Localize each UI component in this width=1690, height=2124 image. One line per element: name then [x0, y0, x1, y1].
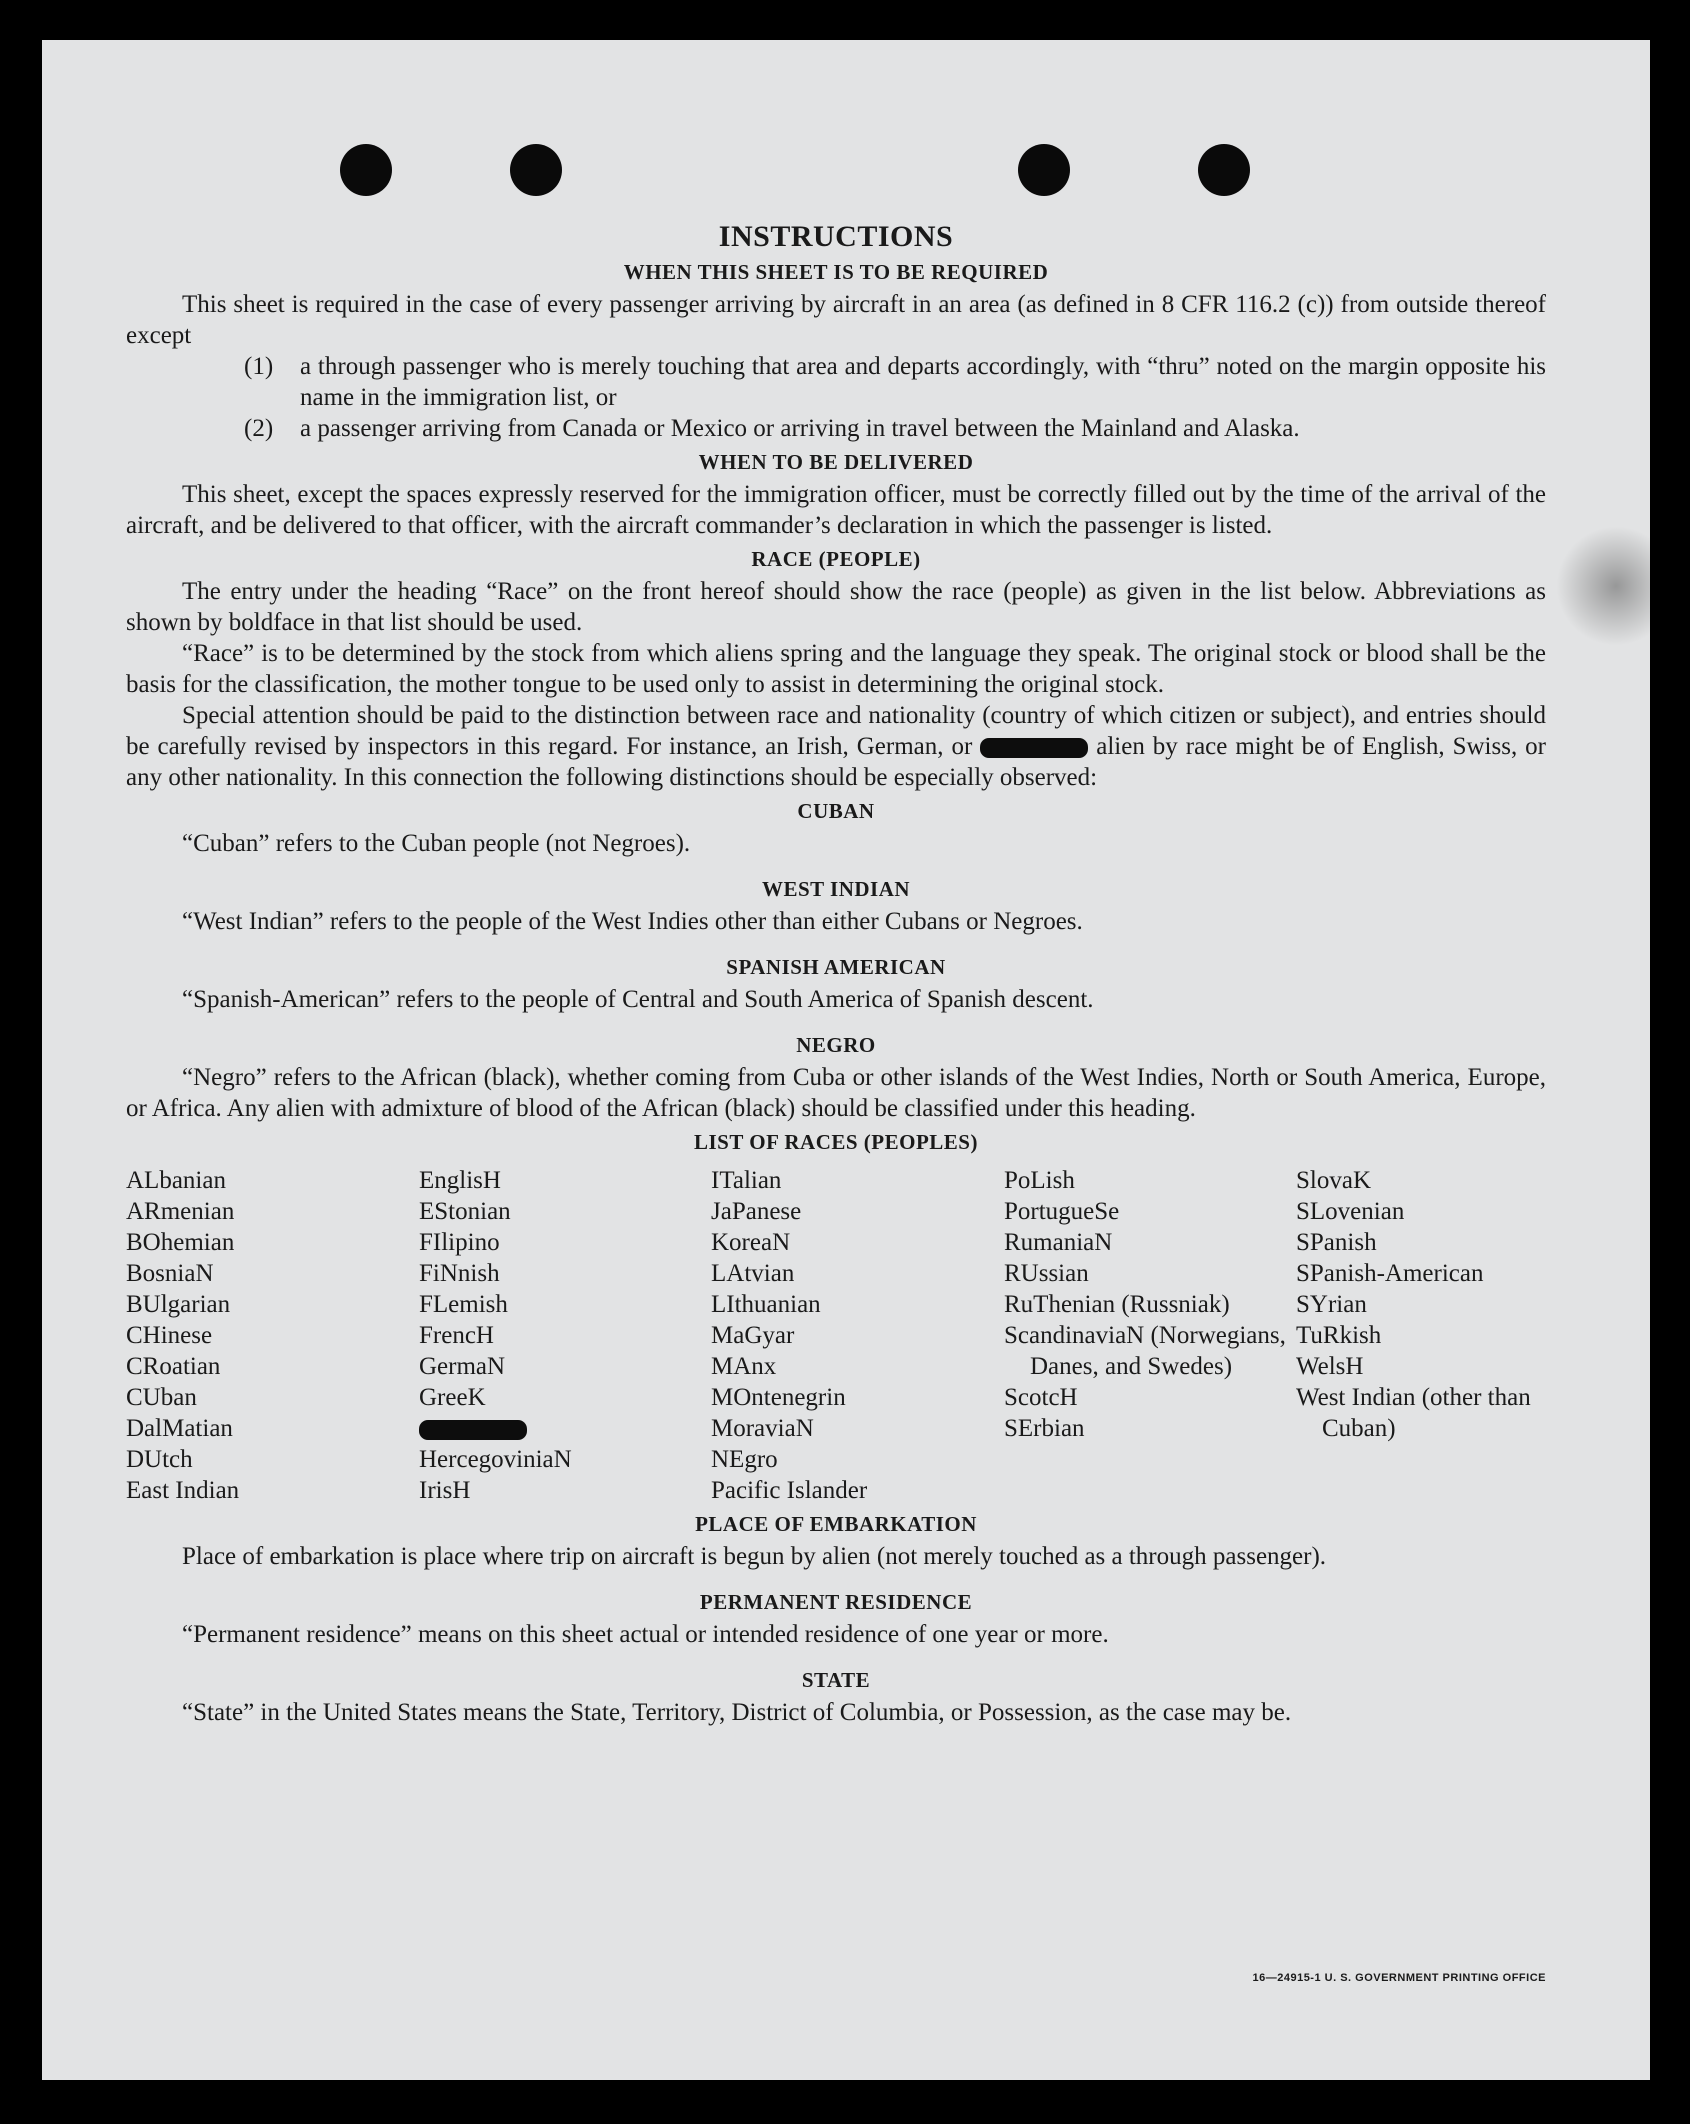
race-item: FiNnish: [419, 1260, 500, 1287]
race-item: GermaN: [419, 1353, 506, 1380]
race-item: SLovenian: [1296, 1198, 1405, 1225]
punch-hole: [340, 144, 392, 196]
document-sheet: [42, 40, 1650, 2080]
race-item: RumaniaN: [1004, 1229, 1113, 1256]
race-item: FLemish: [419, 1291, 508, 1318]
race-item: DUtch: [126, 1446, 193, 1473]
race-item: JaPanese: [711, 1198, 802, 1225]
exception-list: [126, 351, 1546, 444]
race-item: LIthuanian: [711, 1291, 821, 1318]
list-item: (1) a through passenger who is merely touching that area and departs accordingly, with “thru” noted on the margin opposite his name in the immigration list, or: [244, 353, 1546, 411]
race-item: NEgro: [711, 1446, 778, 1473]
race-item: ScandinaviaN (Norwegians, Danes, and Swedes): [1004, 1322, 1286, 1380]
list-item: (2) a passenger arriving from Canada or Mexico or arriving in travel between the Mainland and Alaska.: [244, 415, 1300, 442]
redaction-mark: [419, 1420, 527, 1440]
smudge-mark: [1556, 526, 1650, 646]
race-item: East Indian: [126, 1477, 240, 1504]
section-heading-embarkation: PLACE OF EMBARKATION: [695, 1512, 977, 1536]
paragraph: “Cuban” refers to the Cuban people (not Negroes).: [182, 830, 691, 857]
printing-office-footer: 16—24915-1 U. S. GOVERNMENT PRINTING OFFICE: [1252, 1972, 1546, 1984]
race-item: RuThenian (Russniak): [1004, 1291, 1230, 1318]
race-item: ScotcH: [1004, 1384, 1078, 1411]
race-item: MoraviaN: [711, 1415, 814, 1442]
instructions-body: [126, 220, 1546, 1728]
race-item: Pacific Islander: [711, 1477, 868, 1504]
section-heading-when-delivered: WHEN TO BE DELIVERED: [698, 450, 974, 474]
race-item: SPanish: [1296, 1229, 1377, 1256]
paragraph: Place of embarkation is place where trip on aircraft is begun by alien (not merely touched as a through passenger).: [182, 1543, 1327, 1570]
section-heading-spanish-american: SPANISH AMERICAN: [726, 955, 946, 979]
paragraph: This sheet is required in the case of every passenger arriving by aircraft in an area (as defined in 8 CFR 116.2 (c)) from outside thereof except: [126, 291, 1546, 349]
race-item: PoLish: [1004, 1167, 1075, 1194]
race-item: PortugueSe: [1004, 1198, 1120, 1225]
section-heading-cuban: CUBAN: [797, 799, 875, 823]
races-column: [419, 1165, 711, 1506]
race-item: HercegoviniaN: [419, 1446, 572, 1473]
races-column: [126, 1165, 419, 1506]
races-column: [1004, 1165, 1296, 1506]
race-item: LAtvian: [711, 1260, 795, 1287]
paragraph: The entry under the heading “Race” on the front hereof should show the race (people) as given in the list below. Abbreviations as shown by boldface in that list should be used.: [126, 578, 1546, 636]
race-item: BosniaN: [126, 1260, 214, 1287]
section-heading-negro: NEGRO: [796, 1033, 876, 1057]
race-item: SPanish-American: [1296, 1260, 1484, 1287]
paragraph: “Negro” refers to the African (black), whether coming from Cuba or other islands of the West Indies, North or South America, Europe, or Africa. Any alien with admixture of blood of the African (black) should be classified under this heading.: [126, 1064, 1546, 1122]
race-item: ARmenian: [126, 1198, 235, 1225]
race-item: FIlipino: [419, 1229, 500, 1256]
race-item: TuRkish: [1296, 1322, 1382, 1349]
race-item: SlovaK: [1296, 1167, 1371, 1194]
paragraph: “State” in the United States means the State, Territory, District of Columbia, or Possession, as the case may be.: [182, 1699, 1292, 1726]
paragraph: “Spanish-American” refers to the people of Central and South America of Spanish descent.: [182, 986, 1094, 1013]
punch-hole: [1198, 144, 1250, 196]
race-item: MAnx: [711, 1353, 777, 1380]
paragraph: Special attention should be paid to the distinction between race and nationality (country of which citizen or subject), and entries should be carefully revised by inspectors in this regard. For instance, an Irish, German, or alien by race might be of English, Swiss, or any other nationality. In this connection the following distinctions should be especially observed:: [126, 702, 1546, 791]
section-heading-list-of-races: LIST OF RACES (PEOPLES): [694, 1130, 978, 1154]
race-item: KoreaN: [711, 1229, 791, 1256]
races-list: [126, 1165, 1546, 1506]
redaction-mark: [980, 738, 1088, 758]
section-heading-permanent-residence: PERMANENT RESIDENCE: [699, 1590, 973, 1614]
race-item: West Indian (other than Cuban): [1296, 1384, 1531, 1442]
race-item: CHinese: [126, 1322, 213, 1349]
paragraph: This sheet, except the spaces expressly reserved for the immigration officer, must be correctly filled out by the time of the arrival of the aircraft, and be delivered to that officer, with the aircraft commander’s declaration in which the passenger is listed.: [126, 481, 1546, 539]
race-item: WelsH: [1296, 1353, 1364, 1380]
punch-hole: [1018, 144, 1070, 196]
race-item: EnglisH: [419, 1167, 501, 1194]
race-item: BUlgarian: [126, 1291, 231, 1318]
section-heading-state: STATE: [801, 1668, 871, 1692]
punch-hole: [510, 144, 562, 196]
paragraph: “West Indian” refers to the people of the West Indies other than either Cubans or Negroes.: [182, 908, 1083, 935]
race-item: ALbanian: [126, 1167, 226, 1194]
race-item: MOntenegrin: [711, 1384, 846, 1411]
race-item: SYrian: [1296, 1291, 1367, 1318]
race-item: ITalian: [711, 1167, 782, 1194]
race-item: BOhemian: [126, 1229, 235, 1256]
races-column: [1296, 1165, 1546, 1506]
races-column: [711, 1165, 1004, 1506]
race-item: EStonian: [419, 1198, 511, 1225]
section-heading-race: RACE (PEOPLE): [751, 547, 921, 571]
section-heading-west-indian: WEST INDIAN: [761, 877, 911, 901]
race-item: IrisH: [419, 1477, 471, 1504]
paragraph: “Race” is to be determined by the stock from which aliens spring and the language they speak. The original stock or blood shall be the basis for the classification, the mother tongue to be used only to assist in determining the original stock.: [126, 640, 1546, 698]
section-heading-when-required: WHEN THIS SHEET IS TO BE REQUIRED: [623, 260, 1049, 284]
paragraph: “Permanent residence” means on this sheet actual or intended residence of one year or more.: [182, 1621, 1109, 1648]
race-item: RUssian: [1004, 1260, 1089, 1287]
race-item: [419, 1413, 711, 1444]
race-item: FrencH: [419, 1322, 494, 1349]
race-item: SErbian: [1004, 1415, 1085, 1442]
page-title: INSTRUCTIONS: [718, 220, 954, 253]
race-item: DalMatian: [126, 1415, 233, 1442]
race-item: CRoatian: [126, 1353, 221, 1380]
race-item: GreeK: [419, 1384, 486, 1411]
race-item: MaGyar: [711, 1322, 795, 1349]
race-item: CUban: [126, 1384, 197, 1411]
